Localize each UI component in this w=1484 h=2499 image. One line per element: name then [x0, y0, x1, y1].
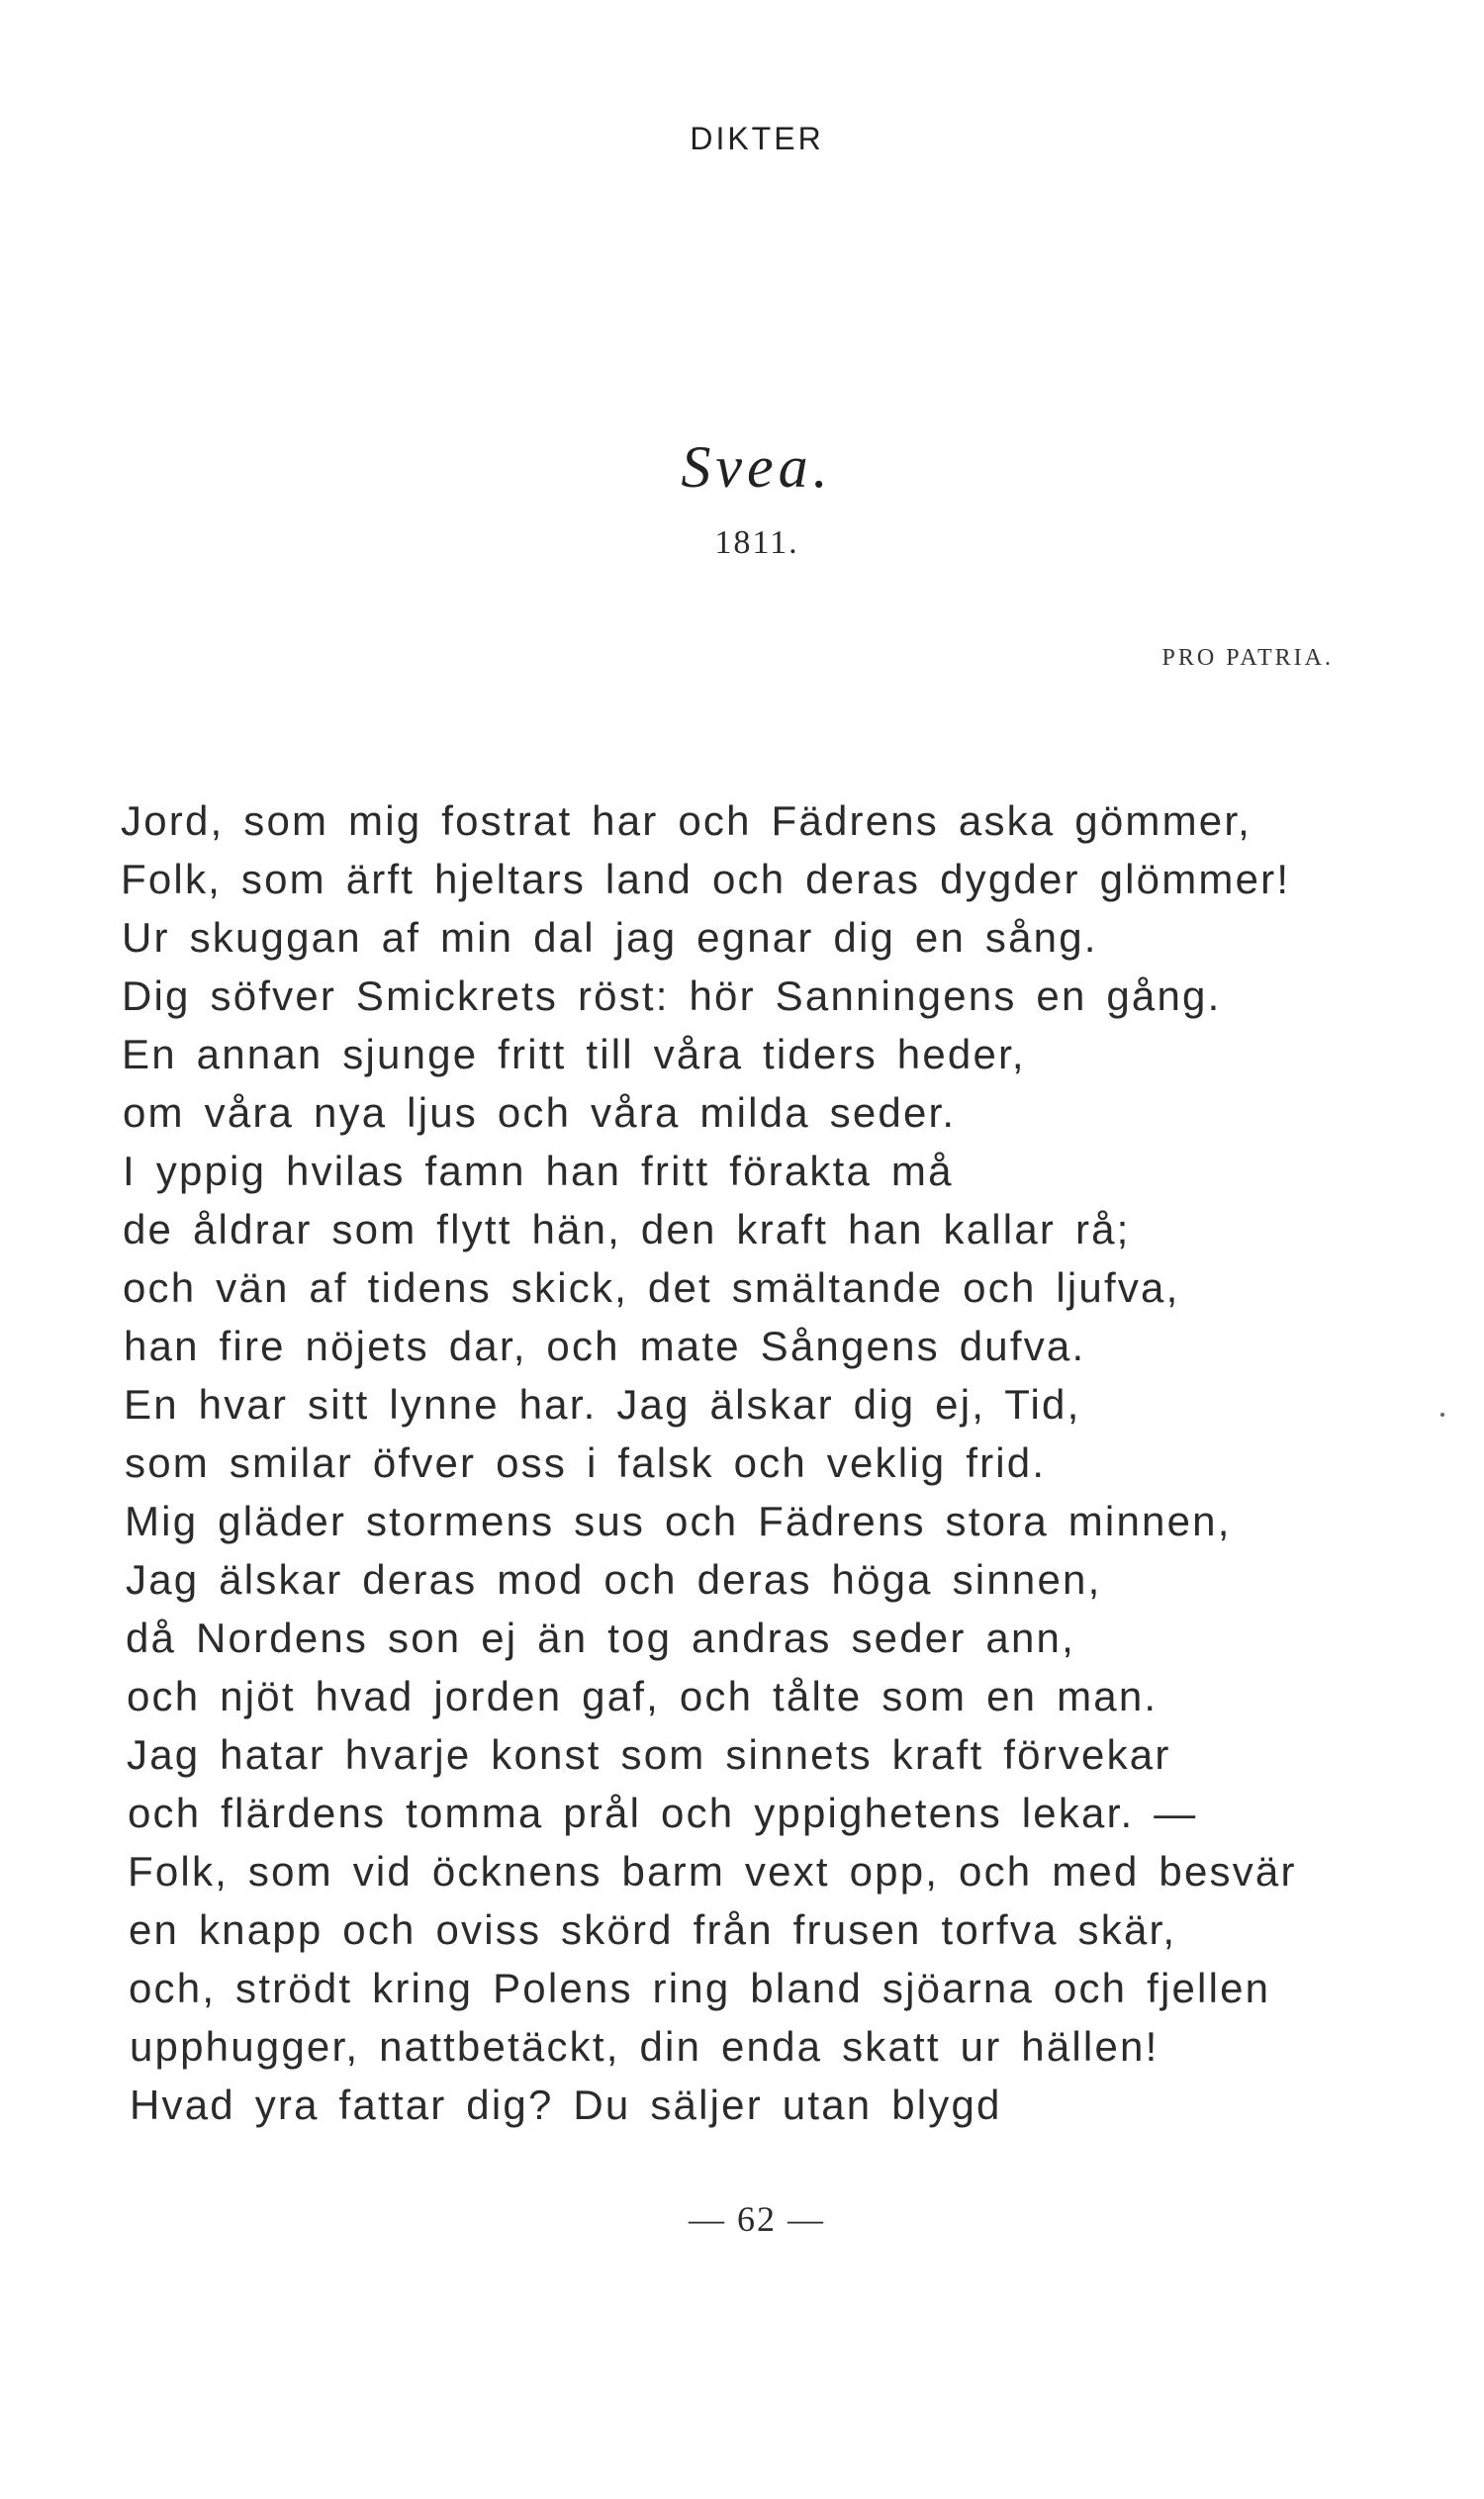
poem-line: han fire nöjets dar, och mate Sångens dufva. — [124, 1323, 1086, 1369]
poem-year: 1811. — [714, 524, 799, 561]
poem-line: Jag hatar hvarje konst som sinnets kraft förvekar — [127, 1731, 1171, 1778]
poem-epigraph: PRO PATRIA. — [1161, 645, 1334, 671]
poem-line: I yppig hvilas famn han fritt förakta må — [123, 1148, 954, 1194]
poem-line: Ur skuggan af min dal jag egnar dig en sång. — [122, 914, 1098, 961]
poem-line: Jag älskar deras mod och deras höga sinnen, — [126, 1556, 1102, 1603]
ink-speck — [1440, 1413, 1444, 1417]
poem-title: Svea. — [681, 434, 833, 500]
poem-line: de åldrar som flytt hän, den kraft han kallar rå; — [123, 1206, 1131, 1252]
poem-line: Folk, som ärft hjeltars land och deras dygder glömmer! — [121, 856, 1291, 902]
running-head: DIKTER — [690, 121, 824, 156]
poem-line: och vän af tidens skick, det smältande och ljufva, — [123, 1264, 1180, 1311]
poem-line: och flärdens tomma prål och yppighetens lekar. — — [128, 1790, 1198, 1836]
poem-line: Mig gläder stormens sus och Fädrens stora minnen, — [125, 1498, 1232, 1544]
poem-line: Dig söfver Smickrets röst: hör Sanningens en gång. — [122, 972, 1222, 1019]
poem-line: en knapp och oviss skörd från frusen torfva skär, — [129, 1906, 1177, 1953]
poem-line: och, strödt kring Polens ring bland sjöarna och fjellen — [129, 1965, 1271, 2011]
poem-line: som smilar öfver oss i falsk och veklig frid. — [125, 1439, 1047, 1486]
poem-line: då Nordens son ej än tog andras seder ann, — [126, 1615, 1075, 1661]
poem-line: och njöt hvad jorden gaf, och tålte som en man. — [127, 1673, 1159, 1719]
page-number: — 62 — — [689, 2199, 825, 2239]
poem-line: En annan sjunge fritt till våra tiders heder, — [122, 1031, 1026, 1077]
poem-line: Jord, som mig fostrat har och Fädrens aska gömmer, — [121, 797, 1252, 844]
poem-line: upphugger, nattbetäckt, din enda skatt ur hällen! — [130, 2023, 1159, 2070]
poem-line: En hvar sitt lynne har. Jag älskar dig ej, Tid, — [124, 1381, 1081, 1428]
poem-line: Hvad yra fattar dig? Du säljer utan blygd — [130, 2082, 1002, 2128]
poem-line: Folk, som vid öcknens barm vext opp, och med besvär — [128, 1848, 1297, 1895]
poem-line: om våra nya ljus och våra milda seder. — [123, 1089, 957, 1136]
